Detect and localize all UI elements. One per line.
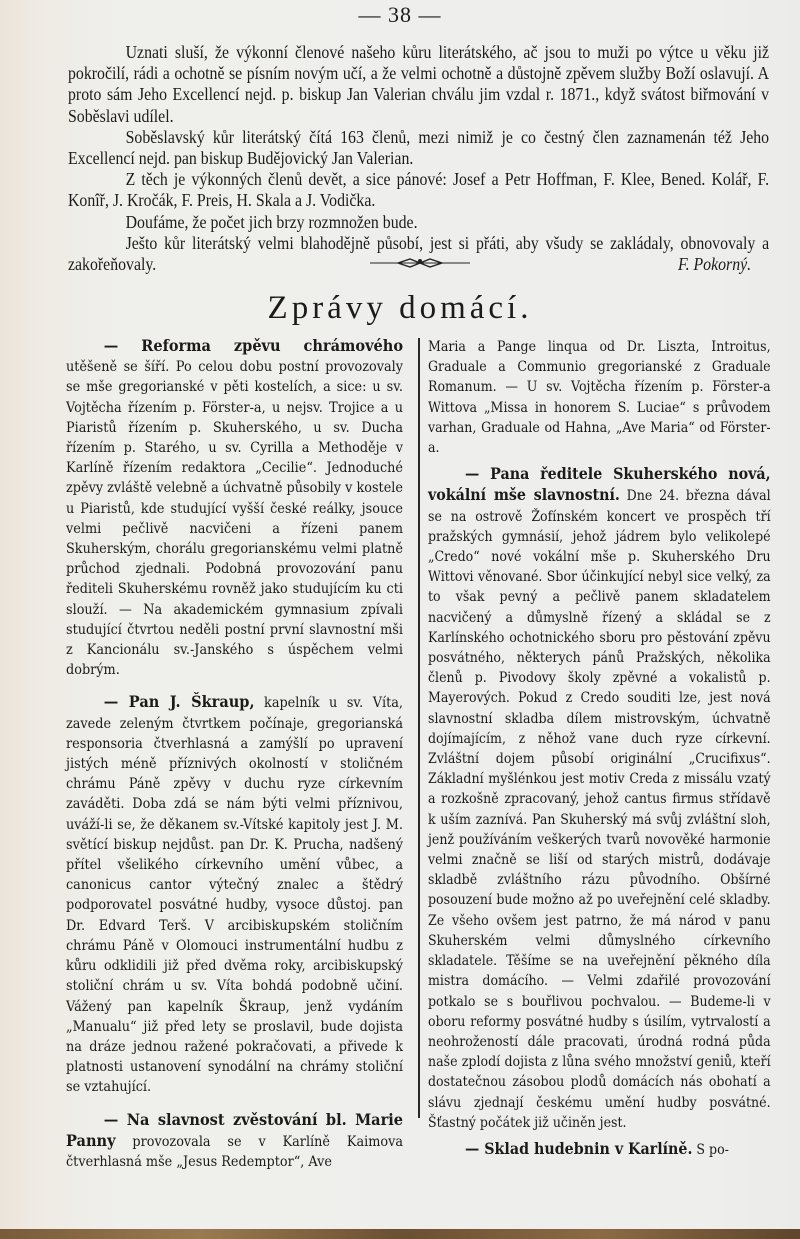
paragraph-text: Ješto kůr literátský velmi blahodějně působí, jest si přáti, aby všudy se zakládaly, obnovovaly a zakořeňovaly. bbox=[68, 232, 770, 275]
news-text: S po- bbox=[692, 1141, 729, 1158]
news-heading: — Pana ředitele Skuherského nová, vokální mše slavnostní. bbox=[428, 465, 771, 505]
page-number: — 38 — bbox=[358, 2, 442, 27]
page-edge bbox=[0, 1229, 800, 1239]
news-item bbox=[428, 1139, 771, 1160]
news-heading: — Pan J. Škraup, bbox=[103, 693, 255, 712]
paragraph: Doufáme, že počet jich brzy rozmnožen bude. bbox=[125, 211, 418, 232]
news-text: utěšeně se šíří. Po celou dobu postní provozovaly se mše gregorianské v pěti kostelích, a sice: u sv. Vojtěcha řízením p. Förster-a, u nejsv. Trojice a u Piaristů řízením p. Skuherského, u sv. Ducha řízením p. Starého, u sv. Cyrilla a Methoděje v Karlíně řízením redaktora „Cecilie“. Jednoduché zpěvy zvláště velebně a úchvatně působily v kostele u Piaristů, kde studující vyšší české reálky, jsouce velmi pečlivě nacvičeni a řízeni panem Skuherským, chorálu gregorianskému velmi platně průchod zjednali. Podobná provozování panu řediteli Skuherskému rovněž jako studujícím ku cti slouží. — Na akademickém gymnasium zpívali studující čtvrtou neděli postní první slavnostní mši z Kancionálu sv.-Janského s úspěchem velmi dobrým. bbox=[66, 359, 404, 679]
news-heading: — Sklad hudebnin v Karlíně. bbox=[465, 1139, 693, 1158]
column-divider bbox=[418, 338, 420, 1118]
intro-article bbox=[68, 42, 769, 275]
news-item bbox=[66, 692, 403, 1097]
left-column bbox=[66, 336, 403, 1178]
author-signature: F. Pokorný. bbox=[677, 254, 752, 275]
news-item bbox=[428, 464, 771, 1133]
paragraph: Uznati sluší, že výkonní členové našeho kůru literátského, ač jsou to muži po výtce u věku již pokročilí, rádi a ochotně se písním novým učí, a že velmi ochotně a důstojně zpěvem služby Boží oslavují. A proto sám Jeho Excellencí nejd. p. biskup Jan Valerian chválu jim vzdal r. 1871., když svátost biřmování v Soběslavi udílel. bbox=[68, 42, 770, 126]
ornament-divider-icon bbox=[370, 256, 470, 270]
news-item bbox=[66, 1110, 403, 1173]
news-item bbox=[428, 336, 771, 458]
news-text: kapelník u sv. Víta, zavede zeleným čtvrtkem počínaje, gregorianská responsoria čtverhlasná a zamýšlí po upravení jistých méně příznivých okolností v stoličném chrámu Páně zpěvy v duchu ryze církevním zaváděti. Doba zdá se nám býti velmi příznivou, uváží-li se, že děkanem sv.-Vítské kapitoly jest J. M. světící biskup nejdůst. pan Dr. K. Prucha, nadšený přítel všelikého církevního umění vůbec, a canonicus cantor výtečný znalec a štědrý podporovatel posvátné hudby, vysoce důstoj. pan Dr. Edvard Terš. V arcibiskupském stoličním chrámu Páně v Olomouci instrumentální hudbu z kůru odklidili již před dvěma roky, arcibiskupský stoliční chrám u sv. Víta bohdá podobně učiní. Vážený pan kapelník Škraup, jenž vydáním „Manualu“ již před lety se proslavil, bude dojista na dráze jednou ražené pokračovati, a přivede k platnosti ustanovení synodální na chrámy stoliční se vztahující. bbox=[66, 695, 404, 1096]
paragraph: Z těch je výkonných členů devět, a sice pánové: Josef a Petr Hoffman, F. Klee, Bened. Kolář, F. Konîř, J. Kročák, F. Preis, H. Skala a J. Vodička. bbox=[68, 169, 770, 211]
news-heading: — Reforma zpěvu chrámového bbox=[103, 337, 404, 355]
news-text: provozovala se v Karlíně Kaimova čtverhlasná mše „Jesus Redemptor“, Ave bbox=[66, 1133, 404, 1170]
news-heading: — Na slavnost zvěstování bl. Marie Panny bbox=[66, 1110, 404, 1150]
news-item bbox=[66, 336, 403, 680]
right-column bbox=[428, 336, 771, 1166]
section-title: Zprávy domácí. bbox=[267, 290, 533, 326]
news-text: Maria a Pange linqua od Dr. Liszta, Introitus, Graduale a Communio gregorianské z Graduale Romanum. — U sv. Vojtěcha řízením p. Förster-a Wittova „Missa in honorem S. Luciae“ s průvodem varhan, Graduale od Hahna, „Ave Maria“ od Förster-a. bbox=[428, 339, 771, 457]
news-text: Dne 24. března dával se na ostrově Žofínském koncert ve prospěch tří pražských gymnásií, jehož jádrem bylo velikolepé „Credo“ nové vokální mše p. Skuherského Dru Wittovi věnované. Sbor účinkující nebyl sice velký, za to však pevný a pečlivě panem skladatelem nacvičený a důmyslně řízený a skládal se z Karlínského ochotnického sboru pro pěstování zpěvu posvátného, některych pánů Pražských, několika členů p. Pivodovy školy zpěvné a vokalistů p. Mayerových. Pokud z Credo souditi lze, jest nová slavnostní skladba dílem mistrovským, úchvatně dojímajícím, z něhož vane duch ryze církevní. Zvláštní dojem působí originální „Crucifixus“. Základní myšlénkou jest motiv Creda z missálu vzatý a rozkošně zpracovaný, jehož cantus firmus střídavě k uším zaznívá. Pan Skuherský má svůj zvláštní sloh, jenž používáním veškerých tvarů novověké harmonie velmi značně se liší od starých mistrů, dodávaje skladbě zvláštního rázu původního. Obšírné posouzení bude možno až po uveřejnění celé skladby. Ze všeho ovšem jest patrno, že má národ v panu Skuherském velmi důmyslného církevního skladatele. Těšíme se na uveřejnění pěkného díla mistra domácího. — Velmi zdařilé provozování potkalo se s bouřlivou pochvalou. — Budeme-li v oboru reformy posvátné hudby s úsilím, vytrvalostí a neohrožeností dále pracovati, úrodná rodná půda naše zplodí dojista z lůna svého množství geniů, kteří dostatečnou zásobou plodů domácích nás obohatí a slávu zjednají českému umění hudby posvátné. Šťastný počátek již učiněn jest. bbox=[428, 488, 771, 1131]
paragraph: Soběslavský kůr literátský čítá 163 členů, mezi nimiž je co čestný člen zaznamenán též Jeho Excellencí nejd. pan biskup Budějovický Jan Valerian. bbox=[68, 126, 770, 169]
